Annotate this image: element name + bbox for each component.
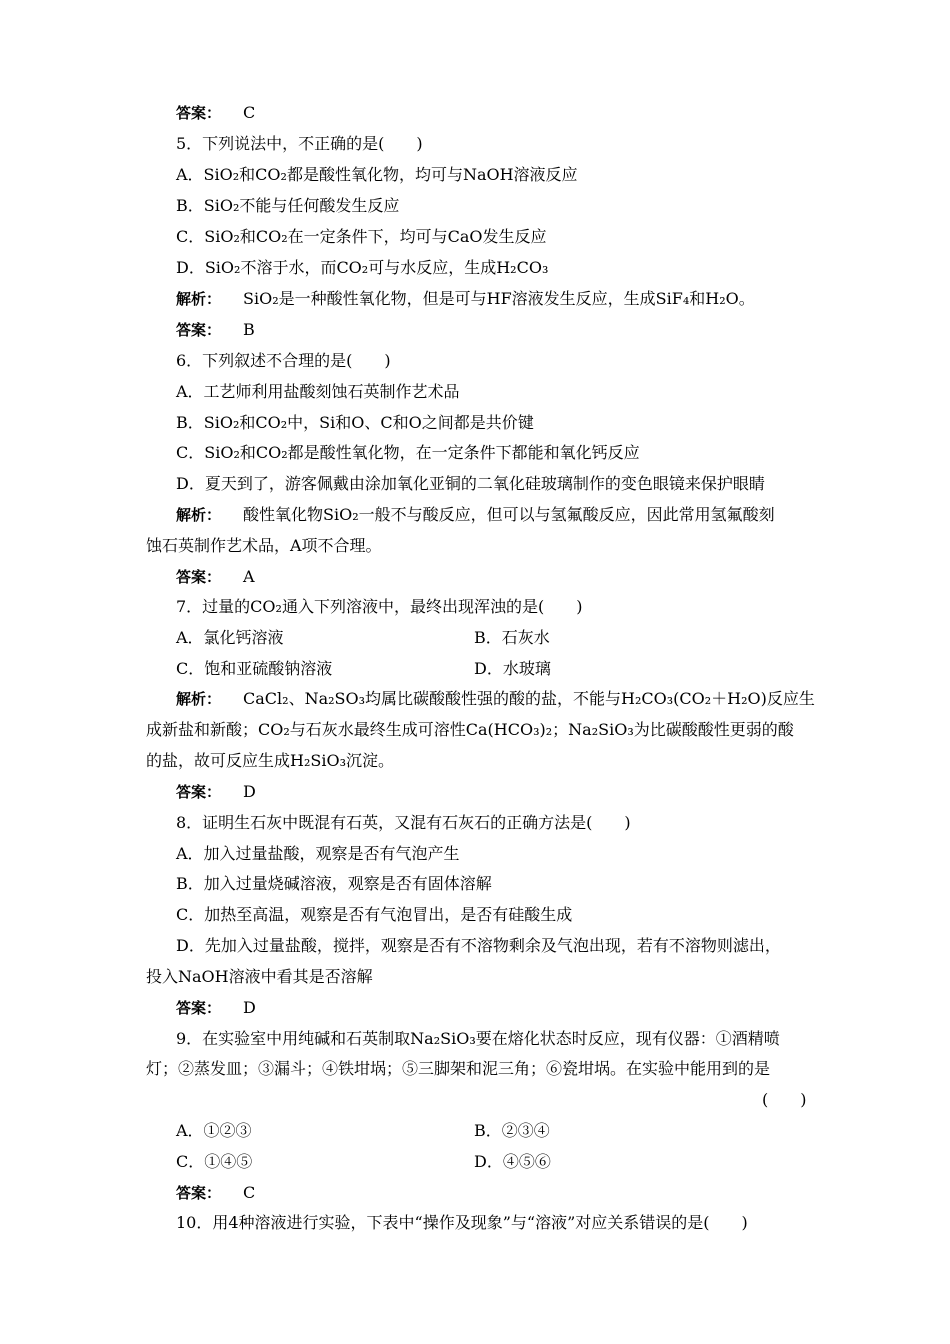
q7-answer: D [243,782,256,801]
q6-analysis-1: 酸性氧化物SiO₂一般不与酸反应，但可以与氢氟酸反应，因此常用氢氟酸刻 [243,505,775,524]
answer-label: 答案： [176,321,222,339]
q6-option-a: A．工艺师利用盐酸刻蚀石英制作艺术品 [176,382,460,401]
q7-option-d: D．水玻璃 [474,659,551,678]
q8-option-b: B．加入过量烧碱溶液，观察是否有固体溶解 [176,874,492,893]
q6-option-b: B．SiO₂和CO₂中，Si和O、C和O之间都是共价键 [176,413,534,432]
q8-option-d-2: 投入NaOH溶液中看其是否溶解 [146,967,373,986]
q9-stem-1: 9．在实验室中用纯碱和石英制取Na₂SiO₃要在熔化状态时反应，现有仪器：①酒精喷 [176,1029,780,1048]
q7-stem: 7．过量的CO₂通入下列溶液中，最终出现浑浊的是( ) [176,597,583,616]
q6-option-c: C．SiO₂和CO₂都是酸性氧化物，在一定条件下都能和氧化钙反应 [176,443,640,462]
q8-option-c: C．加热至高温，观察是否有气泡冒出，是否有硅酸生成 [176,905,573,924]
q6-analysis-line [176,504,775,526]
analysis-label: 解析： [176,690,222,708]
q5-analysis-line [176,288,755,310]
analysis-label: 解析： [176,290,222,308]
q7-option-b: B．石灰水 [474,628,550,647]
q4-answer: C [243,103,256,122]
q7-analysis-line [176,688,815,710]
q6-stem: 6．下列叙述不合理的是( ) [176,351,391,370]
q8-answer-line [176,997,256,1019]
q6-option-d: D．夏天到了，游客佩戴由涂加氧化亚铜的二氧化硅玻璃制作的变色眼镜来保护眼睛 [176,474,765,493]
q6-answer-line [176,566,255,588]
q9-option-a: A．①②③ [176,1121,252,1140]
q4-answer-line [176,102,255,124]
answer-label: 答案： [176,783,222,801]
q8-answer: D [243,998,256,1017]
q6-answer: A [243,567,255,586]
q5-option-d: D．SiO₂不溶于水，而CO₂可与水反应，生成H₂CO₃ [176,258,549,277]
q5-answer-line [176,319,255,341]
q8-option-a: A．加入过量盐酸，观察是否有气泡产生 [176,844,460,863]
q5-option-a: A．SiO₂和CO₂都是酸性氧化物，均可与NaOH溶液反应 [176,165,578,184]
analysis-label: 解析： [176,506,222,524]
answer-label: 答案： [176,568,222,586]
q7-analysis-3: 的盐，故可反应生成H₂SiO₃沉淀。 [146,751,394,770]
q7-analysis-1: CaCl₂、Na₂SO₃均属比碳酸酸性强的酸的盐，不能与H₂CO₃(CO₂＋H₂O)反应生 [243,689,815,708]
q9-blank: ( ) [762,1090,807,1109]
q9-option-c: C．①④⑤ [176,1152,253,1171]
q5-stem: 5．下列说法中，不正确的是( ) [176,134,423,153]
answer-label: 答案： [176,1184,222,1202]
q5-option-b: B．SiO₂不能与任何酸发生反应 [176,196,400,215]
q9-answer: C [243,1183,256,1202]
q9-option-d: D．④⑤⑥ [474,1152,551,1171]
q6-analysis-2: 蚀石英制作艺术品，A项不合理。 [146,536,382,555]
q10-stem: 10．用4种溶液进行实验，下表中“操作及现象”与“溶液”对应关系错误的是( ) [176,1213,748,1232]
q9-answer-line [176,1182,255,1204]
q8-stem: 8．证明生石灰中既混有石英，又混有石灰石的正确方法是( ) [176,813,631,832]
q5-answer: B [243,320,255,339]
q9-stem-2: 灯；②蒸发皿；③漏斗；④铁坩埚；⑤三脚架和泥三角；⑥瓷坩埚。在实验中能用到的是 [146,1059,771,1078]
q7-answer-line [176,781,256,803]
q7-analysis-2: 成新盐和新酸；CO₂与石灰水最终生成可溶性Ca(HCO₃)₂；Na₂SiO₃为比碳酸酸性更弱的酸 [146,720,794,739]
q9-option-b: B．②③④ [474,1121,550,1140]
q7-option-a: A．氯化钙溶液 [176,628,284,647]
answer-label: 答案： [176,104,222,122]
q5-option-c: C．SiO₂和CO₂在一定条件下，均可与CaO发生反应 [176,227,547,246]
q8-option-d-1: D．先加入过量盐酸，搅拌，观察是否有不溶物剩余及气泡出现，若有不溶物则滤出， [176,936,781,955]
q5-analysis: SiO₂是一种酸性氧化物，但是可与HF溶液发生反应，生成SiF₄和H₂O。 [243,289,755,308]
q7-option-c: C．饱和亚硫酸钠溶液 [176,659,333,678]
answer-label: 答案： [176,999,222,1017]
